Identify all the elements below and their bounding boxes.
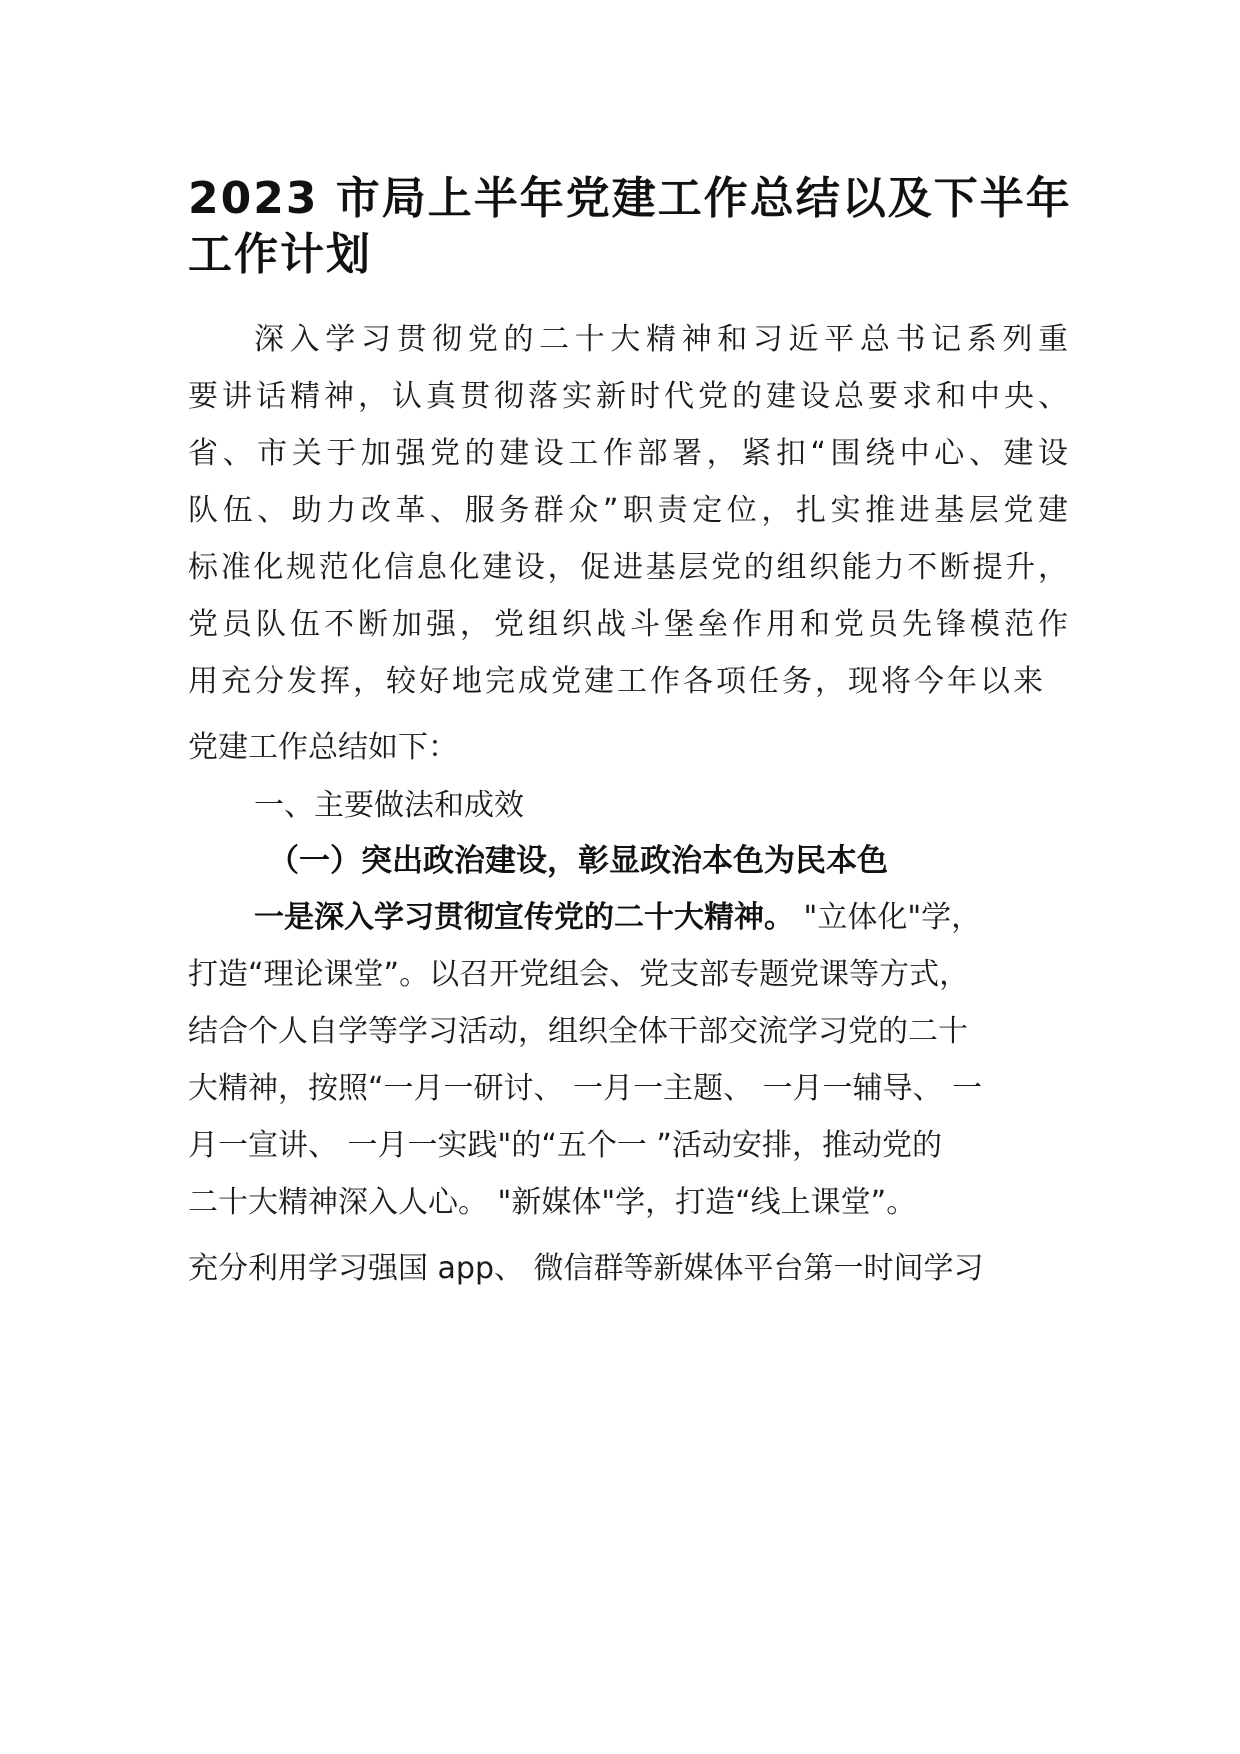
intro-paragraph-line-8: 党建工作总结如下： [188,730,458,765]
document-title-line-2: 工作计划 [188,229,372,280]
intro-paragraph-line-6: 党员队伍不断加强，党组织战斗堡垒作用和党员先锋模范作 [188,607,1068,642]
point-one-line-5: 二十大精神深入人心。 "新媒体"学，打造“线上课堂”。 [188,1185,917,1220]
section-heading: 一、主要做法和成效 [254,788,524,823]
intro-paragraph-line-3: 省、市关于加强党的建设工作部署，紧扣“围绕中心、建设 [188,436,1068,471]
point-one-line-6: 充分利用学习强国 app、 微信群等新媒体平台第一时间学习 [188,1251,984,1286]
subsection-heading: （一）突出政治建设，彰显政治本色为民本色 [268,843,888,879]
point-one-lead-bold: 一是深入学习贯彻宣传党的二十大精神。 [254,900,794,935]
point-one-line-3: 大精神，按照“一月一研讨、 一月一主题、 一月一辅导、 一 [188,1071,983,1106]
intro-paragraph-line-1: 深入学习贯彻党的二十大精神和习近平总书记系列重 [254,322,1068,357]
intro-paragraph-line-2: 要讲话精神，认真贯彻落实新时代党的建设总要求和中央、 [188,379,1068,414]
intro-paragraph-line-4: 队伍、助力改革、服务群众”职责定位，扎实推进基层党建 [188,493,1068,528]
intro-paragraph-line-7: 用充分发挥，较好地完成党建工作各项任务，现将今年以来 [188,664,1043,699]
point-one-line-4: 月一宣讲、 一月一实践"的“五个一 ”活动安排，推动党的 [188,1128,942,1163]
point-one-line-2: 结合个人自学等学习活动，组织全体干部交流学习党的二十 [188,1014,968,1049]
point-one-lead-rest: "立体化"学， [794,900,982,935]
document-title-line-1: 2023 市局上半年党建工作总结以及下半年 [188,173,1072,224]
point-one-lead [254,892,1068,936]
intro-paragraph-line-5: 标准化规范化信息化建设，促进基层党的组织能力不断提升， [188,550,1068,585]
point-one-line-1: 打造“理论课堂”。以召开党组会、党支部专题党课等方式， [188,957,970,992]
